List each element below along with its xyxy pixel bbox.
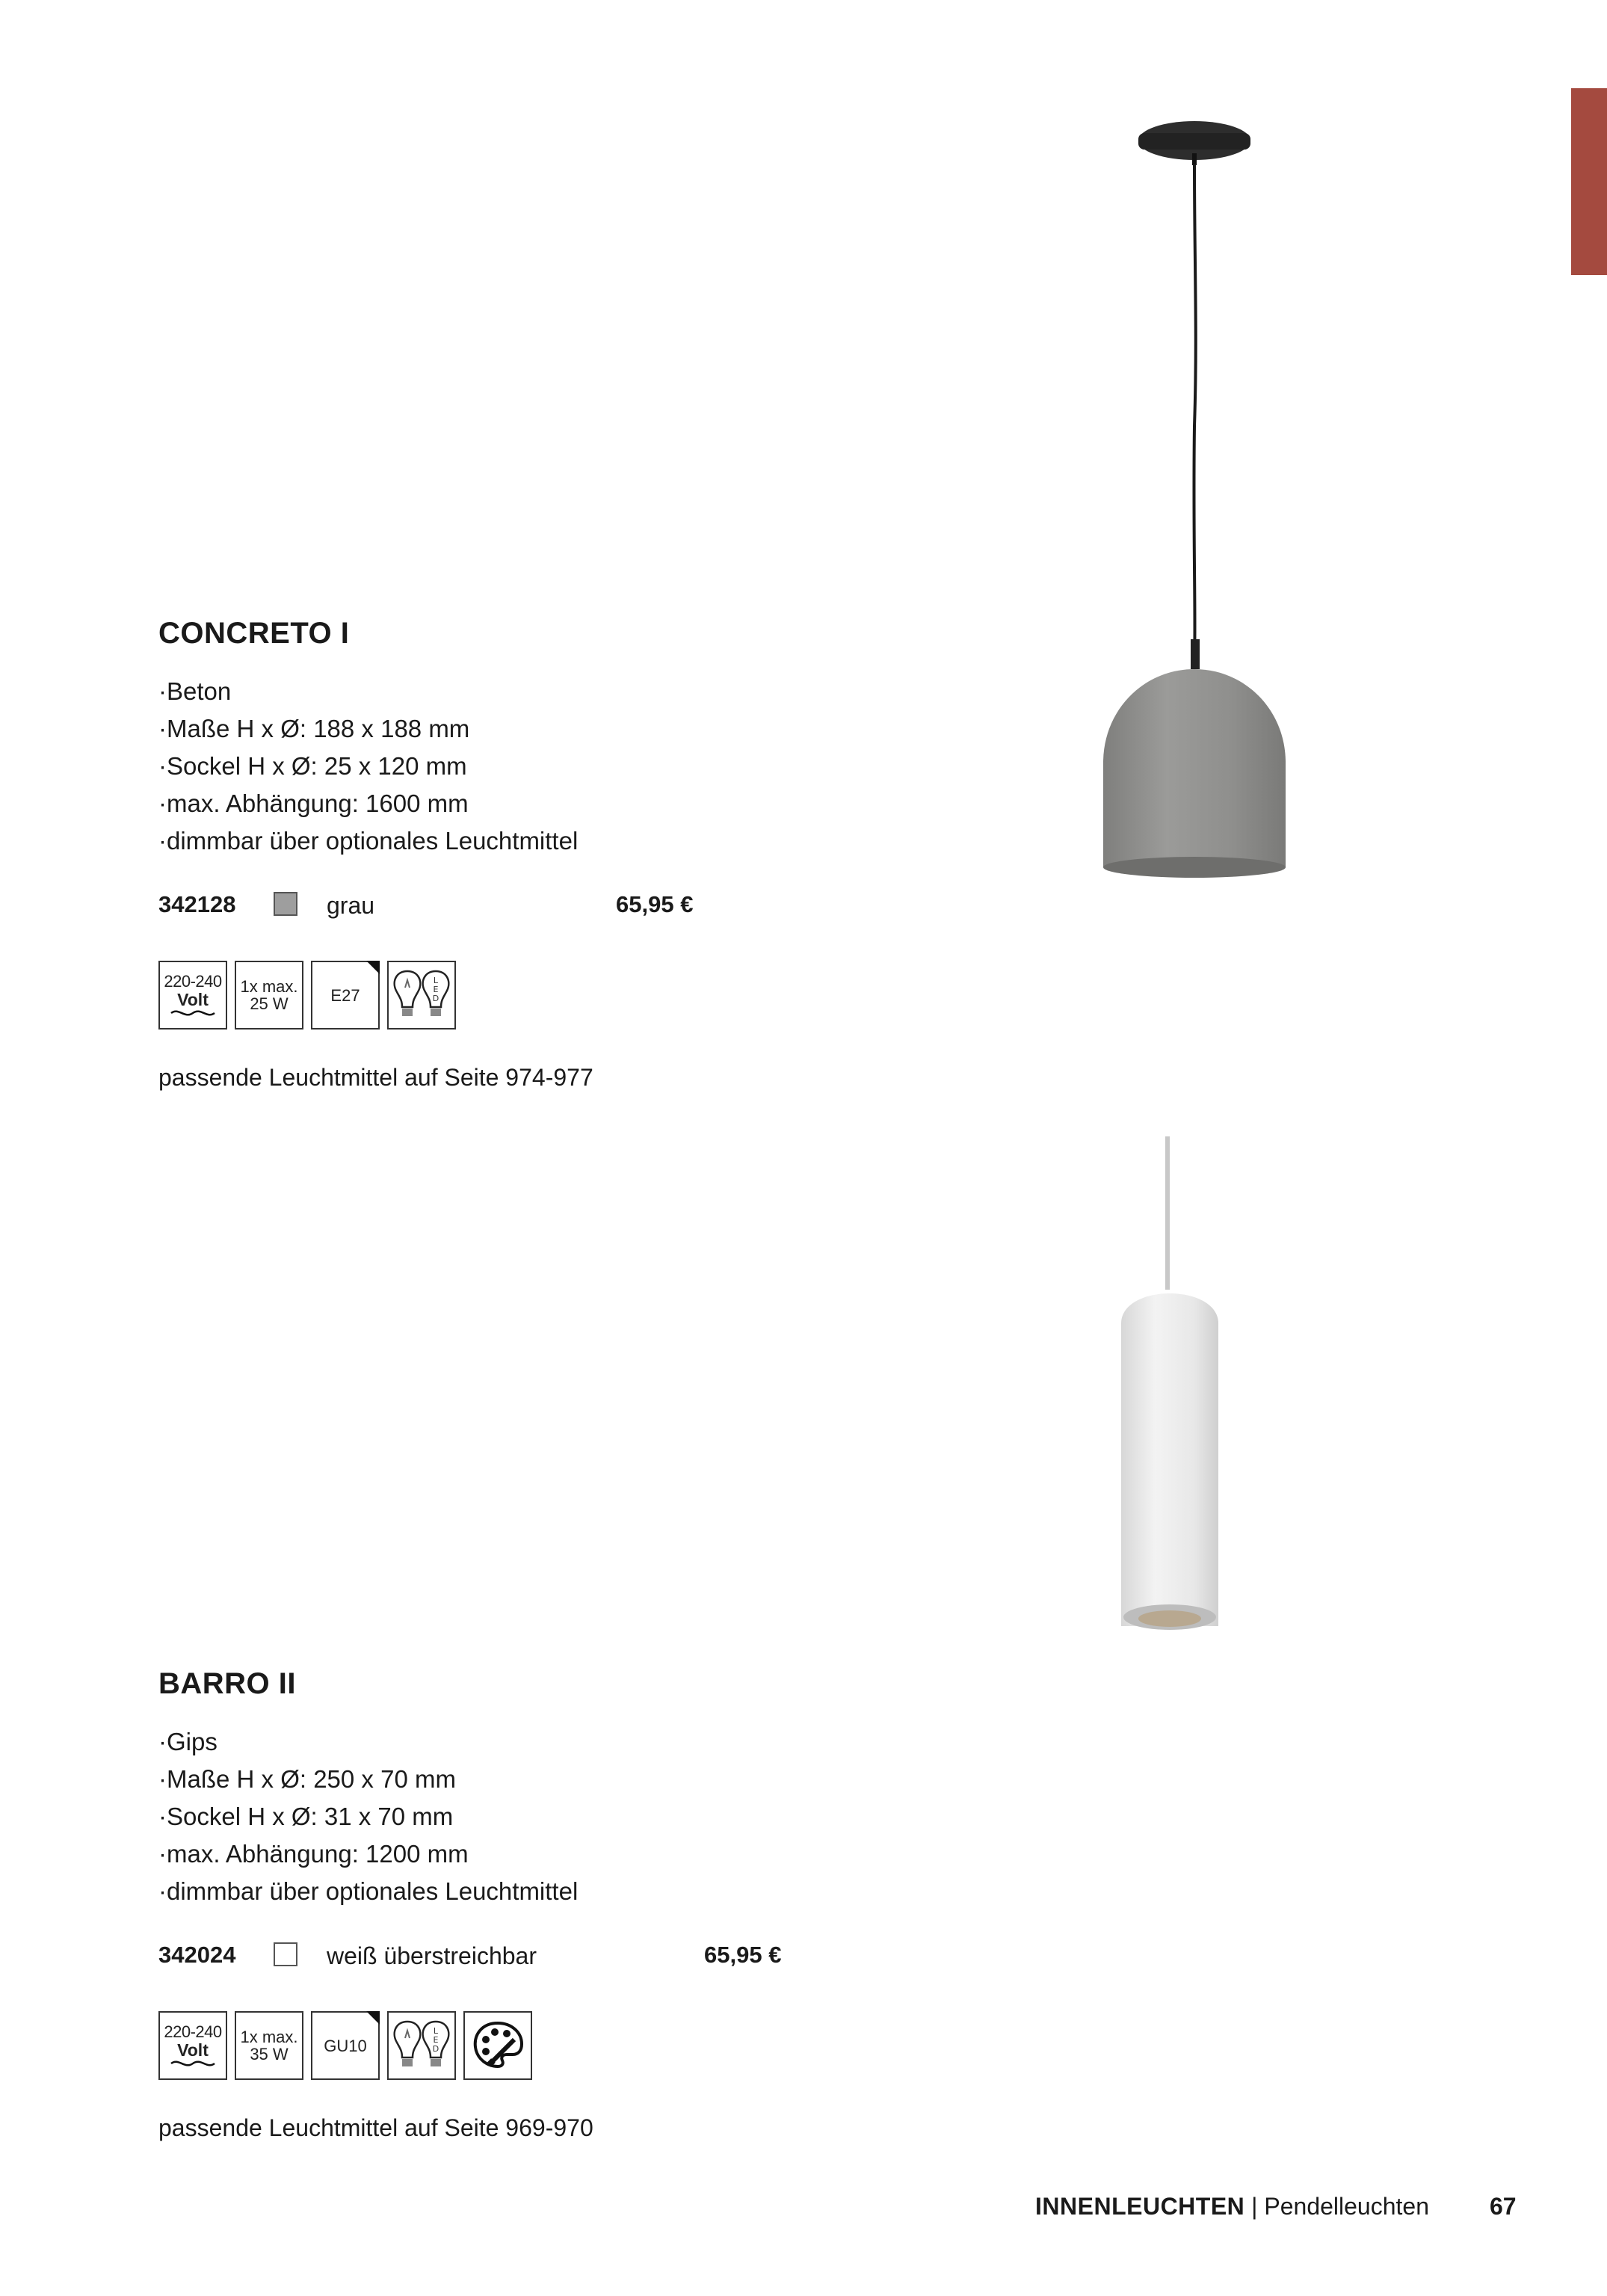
spec-list	[158, 673, 578, 860]
footer-category: Pendelleuchten	[1264, 2193, 1429, 2220]
corner-mark	[366, 2011, 380, 2025]
footer-section: INNENLEUCHTEN	[1035, 2193, 1245, 2220]
wave-icon	[170, 2059, 216, 2068]
spec-item: · dimmbar über optionales Leuchtmittel	[158, 822, 578, 860]
spec-item: · Maße H x Ø: 250 x 70 mm	[158, 1761, 578, 1798]
svg-text:D: D	[432, 994, 439, 1003]
svg-text:E: E	[433, 2035, 439, 2045]
spec-item: · Beton	[158, 673, 578, 710]
bulb-led-icon	[390, 2016, 453, 2075]
page-footer	[1035, 2193, 1429, 2220]
bulb-reference-note: passende Leuchtmittel auf Seite 974-977	[158, 1064, 593, 1091]
wattage-icon	[235, 2011, 303, 2080]
product-title: BARRO II	[158, 1667, 296, 1700]
voltage-unit: Volt	[177, 2040, 209, 2060]
price: 65,95 €	[704, 1942, 782, 1968]
spec-icon-row	[158, 2011, 532, 2080]
chapter-tab	[1571, 88, 1607, 275]
color-swatch	[274, 1942, 297, 1966]
bulb-led-icon	[387, 961, 456, 1029]
bulb-reference-note: passende Leuchtmittel auf Seite 969-970	[158, 2114, 593, 2141]
spec-item: · dimmbar über optionales Leuchtmittel	[158, 1873, 578, 1910]
wave-icon	[170, 1009, 216, 1018]
svg-text:L: L	[433, 976, 439, 985]
product-image-concreto	[1076, 112, 1315, 890]
article-number: 342128	[158, 891, 236, 917]
max-wattage: 35 W	[250, 2045, 289, 2063]
bulb-count: 1x max.	[240, 977, 298, 996]
bulb-led-icon	[387, 2011, 456, 2080]
color-name: weiß überstreichbar	[327, 1942, 537, 1969]
product-image-barro	[1106, 1136, 1256, 1637]
page-number: 67	[1490, 2193, 1517, 2220]
spec-list	[158, 1723, 578, 1910]
color-swatch	[274, 892, 297, 916]
price: 65,95 €	[616, 891, 694, 917]
max-wattage: 25 W	[250, 994, 289, 1013]
spec-item: · max. Abhängung: 1600 mm	[158, 785, 578, 822]
voltage-range: 220-240	[164, 2022, 222, 2041]
voltage-range: 220-240	[164, 972, 222, 991]
svg-text:D: D	[432, 2044, 439, 2054]
paint-palette-icon	[463, 2011, 532, 2080]
voltage-unit: Volt	[177, 990, 209, 1009]
spec-icon-row	[158, 961, 456, 1029]
svg-text:L: L	[433, 2026, 439, 2036]
bulb-led-icon	[390, 965, 453, 1025]
svg-text:E: E	[433, 985, 439, 994]
socket-type: GU10	[324, 2036, 367, 2055]
bulb-count: 1x max.	[240, 2028, 298, 2046]
spec-item: · max. Abhängung: 1200 mm	[158, 1835, 578, 1873]
socket-type: E27	[330, 985, 360, 1005]
spec-item: · Maße H x Ø: 188 x 188 mm	[158, 710, 578, 748]
spec-item: · Gips	[158, 1723, 578, 1761]
footer-separator: |	[1251, 2193, 1258, 2220]
socket-icon	[311, 961, 380, 1029]
voltage-icon	[158, 2011, 227, 2080]
voltage-icon	[158, 961, 227, 1029]
spec-item: · Sockel H x Ø: 25 x 120 mm	[158, 748, 578, 785]
spec-item: · Sockel H x Ø: 31 x 70 mm	[158, 1798, 578, 1835]
product-title: CONCRETO I	[158, 617, 350, 650]
wattage-icon	[235, 961, 303, 1029]
paint-palette-icon	[469, 2017, 526, 2074]
article-number: 342024	[158, 1942, 236, 1968]
color-name: grau	[327, 892, 375, 919]
corner-mark	[366, 961, 380, 974]
socket-icon	[311, 2011, 380, 2080]
